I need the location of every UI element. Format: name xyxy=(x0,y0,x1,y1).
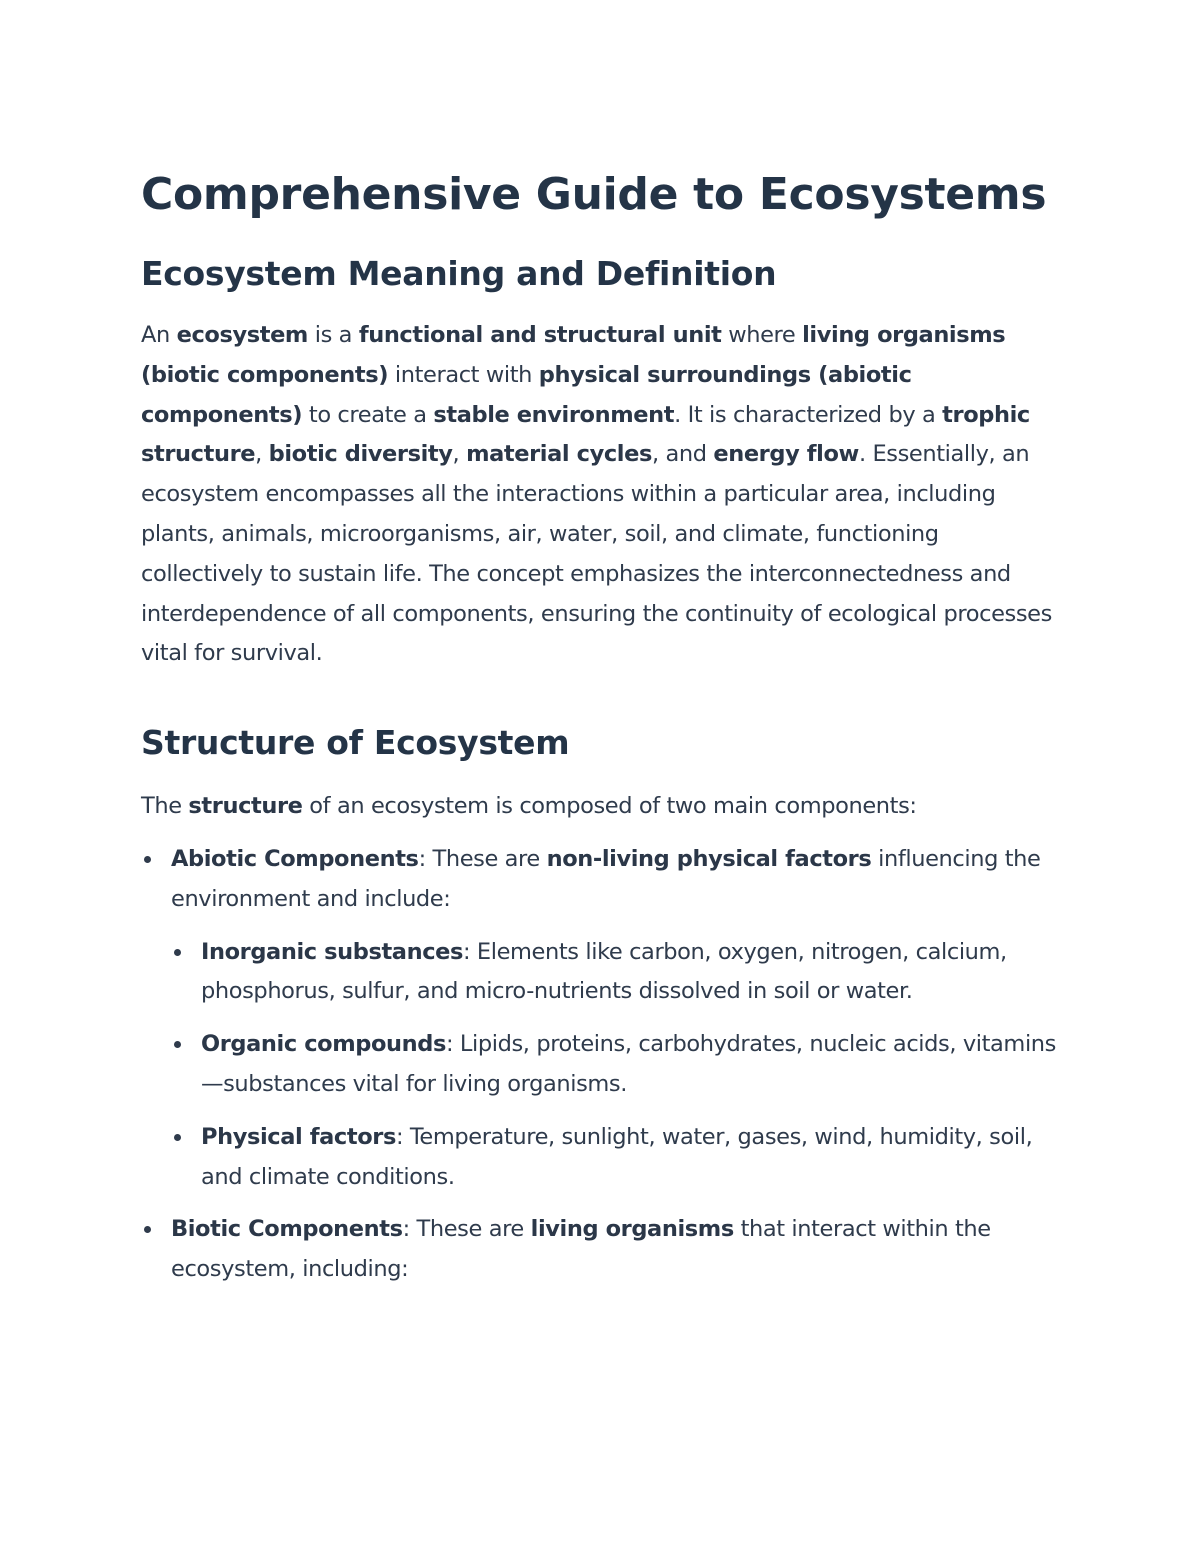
list-item-organic xyxy=(171,1025,1060,1105)
text-run: . Essentially, an ecosystem encompasses all the interactions within a particular area, including plants, animals, microorganisms, air, water, soil, and climate, functioning collectively to sustain life. The concept emphasizes the interconnectedness and interdependence of all components, ensuring the continuity of ecological processes vital for survival. xyxy=(141,441,1052,667)
bullet-icon xyxy=(144,856,151,863)
text-run: that interact within the ecosystem, including: xyxy=(171,1216,991,1283)
sub-item-text: : Elements like carbon, oxygen, nitrogen, calcium, phosphorus, sulfur, and micro-nutrients dissolved in soil or water. xyxy=(201,938,1007,1005)
list-item-biotic xyxy=(141,1210,1060,1290)
text-run: , and xyxy=(651,441,714,468)
bold-text-run: biotic diversity xyxy=(268,441,453,468)
bullet-icon xyxy=(174,1134,181,1141)
sub-item-label: Organic compounds xyxy=(201,1031,446,1058)
text-run: . It is characterized by a xyxy=(674,401,943,428)
bold-text-run: trophic structure xyxy=(141,401,1030,468)
abiotic-sub-list xyxy=(171,933,1060,1198)
sub-item-text: : Lipids, proteins, carbohydrates, nucleic acids, vitamins—substances vital for living organisms. xyxy=(201,1031,1056,1097)
section-heading-structure: Structure of Ecosystem xyxy=(141,723,570,763)
text-run: is a xyxy=(307,322,359,348)
bold-text-run: energy flow xyxy=(713,441,859,468)
sub-item-label: Physical factors xyxy=(201,1123,396,1150)
bold-text-run: structure xyxy=(188,793,303,820)
text-run: , xyxy=(452,441,467,468)
text-run: where xyxy=(721,322,803,348)
text-run: influencing the environment and include: xyxy=(171,845,1041,912)
text-run: to create a xyxy=(302,401,434,428)
bold-text-run: stable environment xyxy=(433,401,675,428)
bold-text-run: functional and structural unit xyxy=(358,322,722,348)
list-item-physical xyxy=(171,1118,1060,1198)
bold-text-run: ecosystem xyxy=(176,322,308,348)
biotic-label: Biotic Components xyxy=(171,1216,403,1243)
bold-text-run: material cycles xyxy=(466,441,652,468)
bullet-icon xyxy=(144,1226,151,1233)
biotic-emphasis: living organisms xyxy=(530,1216,734,1243)
text-run: : These are xyxy=(402,1216,531,1243)
structure-intro-paragraph xyxy=(141,787,1060,827)
bold-text-run: physical surroundings (abiotic components) xyxy=(141,361,912,428)
bullet-icon xyxy=(174,1041,181,1048)
abiotic-label: Abiotic Components xyxy=(171,845,419,872)
component-list xyxy=(141,840,1060,1290)
definition-paragraph xyxy=(141,316,1060,674)
text-run: An xyxy=(141,322,177,348)
sub-item-label: Inorganic substances xyxy=(201,938,463,965)
list-item-abiotic xyxy=(141,840,1060,1197)
section-heading-meaning: Ecosystem Meaning and Definition xyxy=(141,254,777,293)
text-run: of an ecosystem is composed of two main components: xyxy=(302,793,917,820)
document-title: Comprehensive Guide to Ecosystems xyxy=(141,169,1047,220)
text-run: The xyxy=(141,793,189,820)
text-run: , xyxy=(255,441,269,468)
bold-text-run: living organisms (biotic components) xyxy=(141,322,1006,388)
bullet-icon xyxy=(174,949,181,956)
text-run: interact with xyxy=(388,361,539,388)
text-run: : These are xyxy=(418,845,547,872)
abiotic-emphasis: non-living physical factors xyxy=(546,845,872,872)
list-item-inorganic xyxy=(171,933,1060,1013)
sub-item-text: : Temperature, sunlight, water, gases, wind, humidity, soil, and climate conditions. xyxy=(201,1123,1033,1190)
